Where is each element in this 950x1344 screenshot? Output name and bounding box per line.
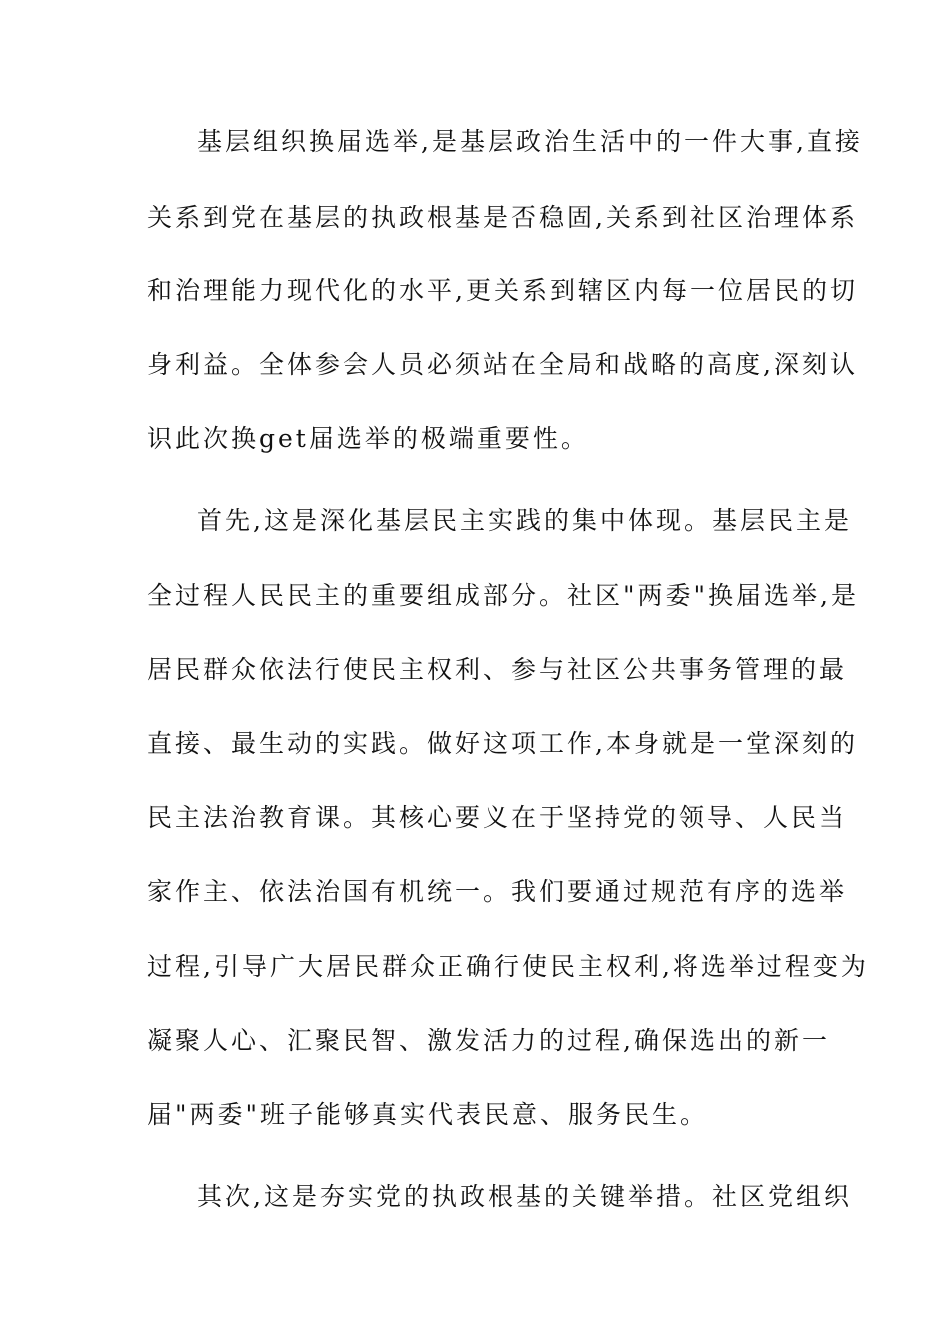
paragraph-2-line-7: 过程,引导广大居民群众正确行使民主权利,将选举过程变为: [147, 952, 869, 981]
paragraph-2-line-5: 民主法治教育课。其核心要义在于坚持党的领导、人民当: [147, 803, 848, 832]
paragraph-2-line-1: 首先,这是深化基层民主实践的集中体现。基层民主是: [197, 506, 852, 535]
paragraph-2-line-3: 居民群众依法行使民主权利、参与社区公共事务管理的最: [147, 655, 848, 684]
paragraph-1-line-5: 识此次换get届选举的极端重要性。: [147, 424, 589, 453]
paragraph-2-line-8: 凝聚人心、汇聚民智、激发活力的过程,确保选出的新一: [147, 1026, 830, 1055]
paragraph-1-line-1: 基层组织换届选举,是基层政治生活中的一件大事,直接: [197, 127, 863, 156]
paragraph-1-line-2: 关系到党在基层的执政根基是否稳固,关系到社区治理体系: [147, 203, 858, 232]
paragraph-2-line-9: 届"两委"班子能够真实代表民意、服务民生。: [147, 1100, 708, 1129]
paragraph-2-line-2: 全过程人民民主的重要组成部分。社区"两委"换届选举,是: [147, 581, 859, 610]
paragraph-3-line-1: 其次,这是夯实党的执政根基的关键举措。社区党组织: [197, 1182, 852, 1211]
paragraph-2-line-6: 家作主、依法治国有机统一。我们要通过规范有序的选举: [147, 877, 848, 906]
paragraph-1-line-3: 和治理能力现代化的水平,更关系到辖区内每一位居民的切: [147, 276, 858, 305]
paragraph-1-line-4: 身利益。全体参会人员必须站在全局和战略的高度,深刻认: [147, 350, 858, 379]
paragraph-2-line-4: 直接、最生动的实践。做好这项工作,本身就是一堂深刻的: [147, 729, 858, 758]
